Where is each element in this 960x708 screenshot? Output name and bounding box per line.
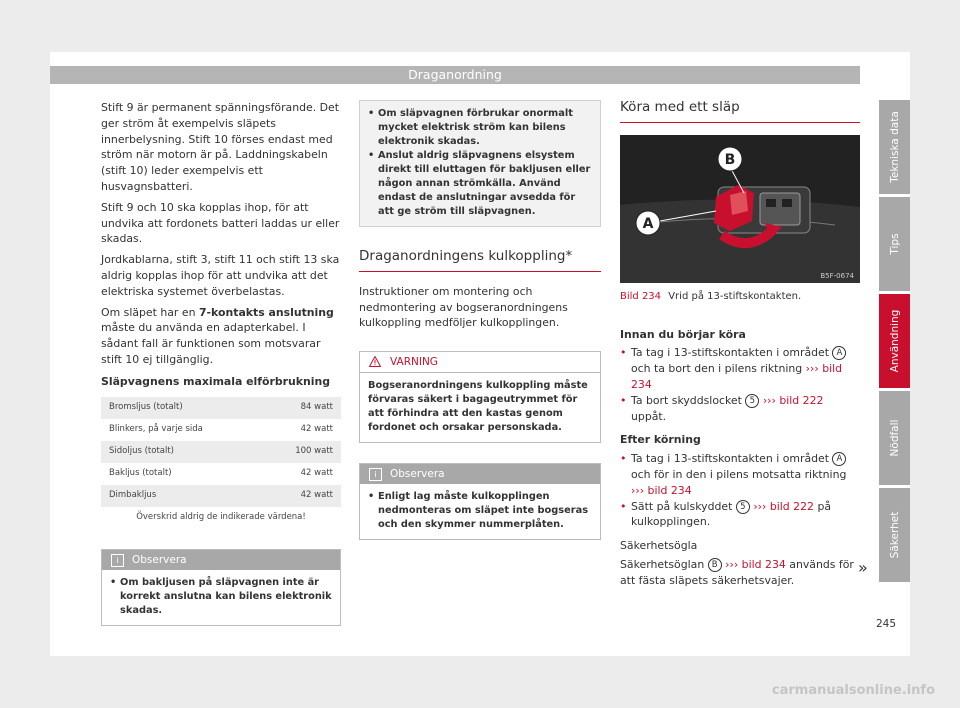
table-cell-value: 42 watt — [235, 485, 341, 507]
tab-label: Nödfall — [888, 419, 901, 457]
paragraph: Stift 9 och 10 ska kopplas ihop, för att undvika att fordonets batteri laddas ur eller skadas. — [101, 200, 340, 246]
note-box — [359, 463, 601, 540]
figure-link[interactable]: ››› bild 234 — [631, 362, 843, 391]
callout-circle: B — [708, 558, 722, 572]
paragraph: Stift 9 är permanent spänningsförande. Det ger ström åt exempelvis släpets innerbelysning. Stift 10 förses endast med ström när motorn är på. Laddningskabeln (stift 10) leder exempelvis ett husvagnsbatteri. — [101, 101, 340, 193]
text: och för in den i pilens motsatta riktning — [631, 467, 847, 481]
subheading: Säkerhetsögla — [620, 539, 698, 553]
text: Säkerhetsöglan — [620, 557, 705, 571]
table-row — [101, 397, 341, 419]
connector-drawing — [620, 135, 860, 283]
paragraph — [620, 557, 860, 589]
page-header: Draganordning — [50, 66, 860, 84]
table-row — [101, 507, 341, 529]
list-item — [620, 345, 860, 392]
warning-triangle-icon — [369, 356, 381, 367]
page-number: 245 — [876, 618, 897, 630]
note-header — [360, 464, 600, 484]
list-item: • Anslut aldrig släpvagnens elsystem direkt till eluttagen för bakljusen eller någon annan strömkälla. Använd endast de anslutningar avsedda för att ge ström till släpvagnen. — [368, 149, 592, 219]
text: Ta tag i 13-stiftskontakten i området — [631, 346, 829, 360]
subheading: Efter körning — [620, 433, 701, 447]
text: på kulkopplingen. — [631, 499, 832, 529]
caption-text: Vrid på 13-stiftskontakten. — [668, 290, 802, 302]
callout-label-a: A — [642, 215, 654, 232]
figure-link[interactable]: ››› bild 234 — [725, 557, 786, 571]
text: och ta bort den i pilens riktning — [631, 362, 803, 376]
text: Om släpet har en — [101, 305, 199, 319]
table-row — [101, 463, 341, 485]
tab-label: Tekniska data — [888, 111, 901, 183]
callout-circle: 5 — [745, 394, 759, 408]
text: måste du använda en adapterkabel. I sådant fall är funktionen som motsvarar stift 10 ej tillgänglig. — [101, 321, 321, 366]
paragraph — [101, 305, 341, 368]
table-row — [101, 441, 341, 463]
warning-body: Bogseranordningens kulkoppling måste förvaras säkert i bagageutrymmet för att förhindra att den kastas genom fordonet och orsakar personskada. — [368, 380, 588, 434]
tab-anvandning[interactable] — [879, 294, 910, 388]
note-header — [102, 550, 340, 570]
table-cell-label: Dimbakljus — [101, 485, 235, 507]
note-box — [101, 549, 341, 626]
tab-tekniska-data[interactable] — [879, 100, 910, 194]
column-right — [620, 100, 860, 589]
text: uppåt. — [631, 409, 667, 423]
text: Ta bort skyddslocket — [631, 393, 742, 407]
paragraph: Jordkablarna, stift 3, stift 11 och stift 13 ska aldrig kopplas ihop för att undvika att det elektriska systemet överbelastas. — [101, 253, 340, 298]
warning-header — [360, 352, 600, 373]
info-icon: i — [111, 554, 124, 567]
table-cell-label: Blinkers, på varje sida — [101, 419, 235, 441]
paragraph: Instruktioner om montering och nedmontering av bogseranordningens kulkoppling medföljer kulkopplingen. — [359, 284, 568, 330]
tab-label: Användning — [888, 309, 901, 373]
text: används för att fästa släpets säkerhetsvajer. — [620, 557, 854, 587]
table-cell-value: 84 watt — [235, 397, 341, 419]
table-row — [101, 419, 341, 441]
connector-illustration — [620, 135, 860, 283]
note-title: Observera — [390, 468, 445, 481]
table-row — [101, 485, 341, 507]
table-cell-label: Bromsljus (totalt) — [101, 397, 235, 419]
table-cell-value: 100 watt — [235, 441, 341, 463]
image-code: B5F-0674 — [820, 271, 854, 280]
warning-title: VARNING — [390, 356, 438, 369]
caption-label: Bild 234 — [620, 290, 662, 302]
list-item: • Enligt lag måste kulkopplingen nedmonteras om släpet inte bogseras och den skymmer nummerplåten. — [368, 490, 592, 532]
tab-label: Tips — [888, 233, 901, 255]
list-item — [620, 451, 860, 498]
table-cell-label: Bakljus (totalt) — [101, 463, 235, 485]
tab-nodfall[interactable] — [879, 391, 910, 485]
list-item — [620, 393, 860, 425]
figure-caption — [620, 289, 860, 305]
tab-tips[interactable] — [879, 197, 910, 291]
callout-label-b: B — [724, 151, 736, 168]
list-item: • Om bakljusen på släpvagnen inte är korrekt anslutna kan bilens elektronik skadas. — [110, 576, 332, 618]
text: Ta tag i 13-stiftskontakten i området — [631, 452, 829, 466]
note-title: Observera — [132, 553, 187, 566]
column-left — [101, 100, 341, 626]
table-cell-value: 42 watt — [235, 463, 341, 485]
table-cell-label: Sidoljus (totalt) — [101, 441, 235, 463]
figure-link[interactable]: ››› bild 222 — [762, 393, 824, 407]
watermark: carmanualsonline.info — [771, 683, 935, 698]
note-body — [360, 484, 600, 539]
continued-note-box — [359, 100, 601, 227]
continue-arrow: » — [858, 558, 868, 577]
column-middle — [359, 100, 601, 540]
callout-circle: A — [832, 452, 846, 466]
table-cell-value: 42 watt — [235, 419, 341, 441]
warning-box — [359, 351, 601, 443]
tab-sakerhet[interactable] — [879, 488, 910, 582]
section-title: Draganordningens kulkoppling* — [359, 249, 601, 272]
figure-link[interactable]: ››› bild 234 — [631, 483, 692, 497]
table-title: Släpvagnens maximala elförbrukning — [101, 374, 331, 388]
table-note: Överskrid aldrig de indikerade värdena! — [101, 507, 341, 529]
list-item — [620, 499, 860, 531]
list-item: • Om släpvagnen förbrukar onormalt mycket elektrisk ström kan bilens elektronik skadas. — [368, 107, 592, 149]
info-icon: i — [369, 468, 382, 481]
figure-link[interactable]: ››› bild 222 — [753, 499, 814, 513]
callout-circle: 5 — [736, 500, 750, 514]
note-body — [102, 570, 340, 625]
text: Sätt på kulskyddet — [631, 499, 733, 513]
callout-circle: A — [832, 346, 846, 360]
section-title: Köra med ett släp — [620, 100, 860, 123]
subheading: Innan du börjar köra — [620, 327, 746, 341]
bold-text: 7-kontakts anslutning — [198, 305, 334, 319]
power-table — [101, 397, 341, 529]
tab-label: Säkerhet — [888, 511, 901, 559]
